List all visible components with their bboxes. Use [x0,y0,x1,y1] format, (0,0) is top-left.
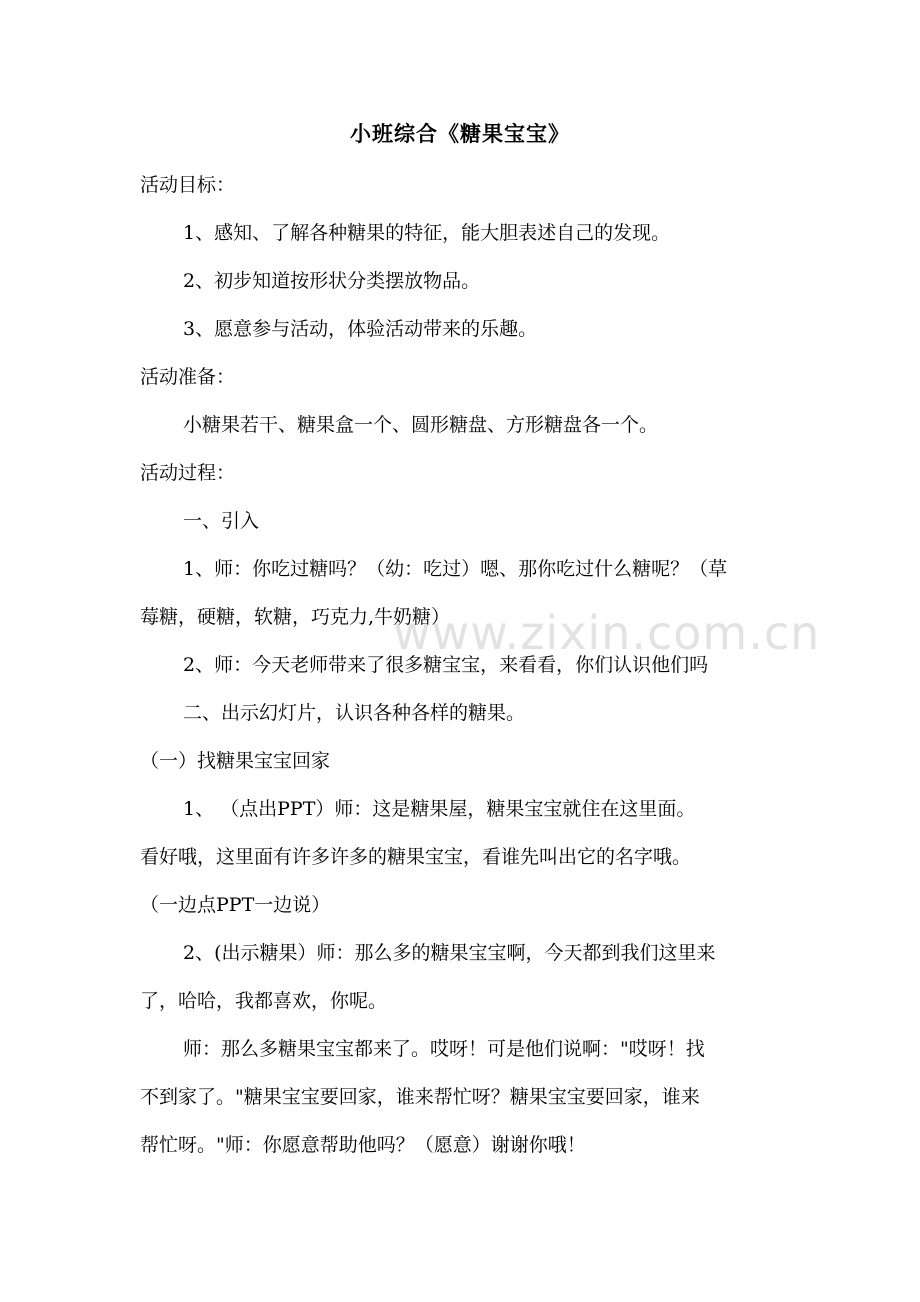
subsection-heading: （一）找糖果宝宝回家 [140,750,331,772]
section-heading-preparation: 活动准备： [140,366,236,388]
paragraph-line: 师：那么多糖果宝宝都来了。哎呀！可是他们说啊："哎呀！找 [183,1038,705,1060]
paragraph-line: 2、师：今天老师带来了很多糖宝宝，来看看，你们认识他们吗 [183,654,709,676]
paragraph-line: 1、 （点出PPT）师：这是糖果屋，糖果宝宝就住在这里面。 [183,798,696,820]
paragraph-line: 莓糖，硬糖，软糖，巧克力,牛奶糖） [140,606,451,628]
paragraph-line: 了，哈哈，我都喜欢，你呢。 [140,990,388,1012]
process-step-slides: 二、出示幻灯片，认识各种各样的糖果。 [183,702,526,724]
paragraph-line: 1、师：你吃过糖吗？（幼：吃过）嗯、那你吃过什么糖呢？（草 [183,558,728,580]
section-heading-process: 活动过程： [140,462,236,484]
paragraph-line: 看好哦，这里面有许多许多的糖果宝宝，看谁先叫出它的名字哦。 [140,846,692,868]
goal-item-2: 2、初步知道按形状分类摆放物品。 [183,270,481,292]
goal-item-1: 1、感知、了解各种糖果的特征，能大胆表述自己的发现。 [183,222,671,244]
section-heading-goals: 活动目标： [140,174,236,196]
paragraph-line: 不到家了。"糖果宝宝要回家，谁来帮忙呀？糖果宝宝要回家，谁来 [140,1086,700,1108]
preparation-text: 小糖果若干、糖果盒一个、圆形糖盘、方形糖盘各一个。 [183,414,659,436]
paragraph-line: 帮忙呀。"师：你愿意帮助他吗？（愿意）谢谢你哦！ [140,1134,586,1156]
process-step-intro: 一、引入 [183,510,260,532]
paragraph-line: 2、(出示糖果）师：那么多的糖果宝宝啊，今天都到我们这里来 [183,942,716,964]
paragraph-line: （一边点PPT一边说） [140,894,331,916]
watermark-text: www.zixin.com.cn [393,606,821,660]
document-title: 小班综合《糖果宝宝》 [350,121,570,146]
goal-item-3: 3、愿意参与活动，体验活动带来的乐趣。 [183,318,538,340]
